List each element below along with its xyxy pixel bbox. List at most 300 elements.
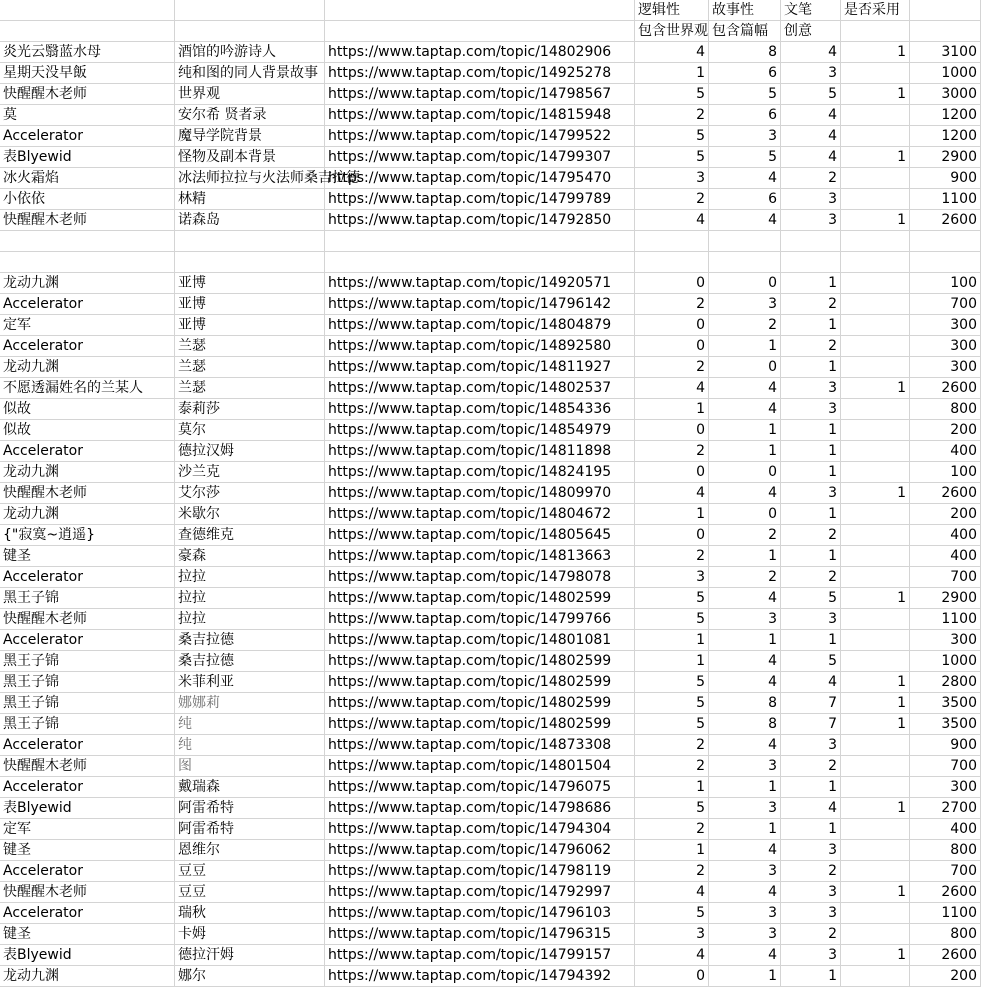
title-cell[interactable]: 恩维尔 (175, 840, 325, 861)
url-cell[interactable]: https://www.taptap.com/topic/14802599 (325, 651, 635, 672)
url-cell[interactable]: https://www.taptap.com/topic/14798686 (325, 798, 635, 819)
url-cell[interactable]: https://www.taptap.com/topic/14854336 (325, 399, 635, 420)
logic-score-cell[interactable]: 1 (635, 504, 709, 525)
story-score-cell[interactable]: 4 (709, 588, 781, 609)
writing-score-cell[interactable]: 7 (781, 714, 841, 735)
points-cell[interactable]: 300 (910, 630, 981, 651)
logic-score-cell[interactable]: 2 (635, 105, 709, 126)
adopted-cell[interactable] (841, 420, 910, 441)
author-cell[interactable]: 龙动九渊 (0, 273, 175, 294)
writing-score-cell[interactable]: 3 (781, 483, 841, 504)
url-cell[interactable]: https://www.taptap.com/topic/14801081 (325, 630, 635, 651)
url-cell[interactable]: https://www.taptap.com/topic/14802599 (325, 588, 635, 609)
points-cell[interactable]: 1000 (910, 651, 981, 672)
story-score-cell[interactable]: 0 (709, 273, 781, 294)
title-cell[interactable]: 阿雷希特 (175, 798, 325, 819)
writing-score-cell[interactable]: 4 (781, 105, 841, 126)
title-cell[interactable]: 纯 (175, 714, 325, 735)
points-cell[interactable]: 1100 (910, 609, 981, 630)
logic-score-cell[interactable]: 2 (635, 546, 709, 567)
adopted-cell[interactable] (841, 441, 910, 462)
title-cell[interactable]: 世界观 (175, 84, 325, 105)
logic-score-cell[interactable]: 0 (635, 273, 709, 294)
author-cell[interactable]: 黑王子锦 (0, 651, 175, 672)
points-cell[interactable]: 200 (910, 966, 981, 987)
url-cell[interactable]: https://www.taptap.com/topic/14792850 (325, 210, 635, 231)
story-score-cell[interactable]: 4 (709, 168, 781, 189)
points-cell[interactable]: 2900 (910, 588, 981, 609)
points-cell[interactable]: 300 (910, 777, 981, 798)
story-score-cell[interactable]: 0 (709, 357, 781, 378)
url-cell[interactable]: https://www.taptap.com/topic/14802599 (325, 672, 635, 693)
logic-score-cell[interactable]: 3 (635, 567, 709, 588)
url-cell[interactable]: https://www.taptap.com/topic/14796075 (325, 777, 635, 798)
writing-score-cell[interactable]: 2 (781, 567, 841, 588)
author-cell[interactable]: 似故 (0, 420, 175, 441)
adopted-cell[interactable] (841, 63, 910, 84)
points-cell[interactable]: 2900 (910, 147, 981, 168)
author-cell[interactable]: 表Blyewid (0, 945, 175, 966)
points-cell[interactable]: 300 (910, 315, 981, 336)
story-score-cell[interactable]: 2 (709, 567, 781, 588)
url-cell[interactable]: https://www.taptap.com/topic/14799766 (325, 609, 635, 630)
author-cell[interactable]: 快醒醒木老师 (0, 756, 175, 777)
url-cell[interactable]: https://www.taptap.com/topic/14802599 (325, 693, 635, 714)
points-cell[interactable]: 2600 (910, 945, 981, 966)
url-cell[interactable]: https://www.taptap.com/topic/14804879 (325, 315, 635, 336)
points-cell[interactable] (910, 231, 981, 252)
adopted-cell[interactable] (841, 105, 910, 126)
logic-score-cell[interactable]: 4 (635, 483, 709, 504)
title-cell[interactable]: 豪森 (175, 546, 325, 567)
writing-score-cell[interactable]: 1 (781, 357, 841, 378)
logic-score-cell[interactable]: 2 (635, 735, 709, 756)
adopted-cell[interactable] (841, 357, 910, 378)
url-cell[interactable]: https://www.taptap.com/topic/14796142 (325, 294, 635, 315)
points-cell[interactable]: 2600 (910, 378, 981, 399)
author-cell[interactable]: 似故 (0, 399, 175, 420)
header-writing[interactable]: 文笔 (781, 0, 841, 21)
author-cell[interactable]: 炎光云翳蓝水母 (0, 42, 175, 63)
header-cell[interactable] (0, 21, 175, 42)
logic-score-cell[interactable]: 1 (635, 63, 709, 84)
author-cell[interactable]: 黑王子锦 (0, 672, 175, 693)
story-score-cell[interactable]: 1 (709, 966, 781, 987)
story-score-cell[interactable]: 3 (709, 609, 781, 630)
points-cell[interactable]: 2600 (910, 210, 981, 231)
title-cell[interactable]: 冰法师拉拉与火法师桑吉拉德 (175, 168, 325, 189)
adopted-cell[interactable] (841, 294, 910, 315)
title-cell[interactable]: 娜娜莉 (175, 693, 325, 714)
author-cell[interactable]: 键圣 (0, 924, 175, 945)
story-score-cell[interactable]: 4 (709, 882, 781, 903)
url-cell[interactable]: https://www.taptap.com/topic/14802537 (325, 378, 635, 399)
writing-score-cell[interactable]: 2 (781, 168, 841, 189)
adopted-cell[interactable]: 1 (841, 483, 910, 504)
url-cell[interactable]: https://www.taptap.com/topic/14805645 (325, 525, 635, 546)
adopted-cell[interactable] (841, 126, 910, 147)
story-score-cell[interactable]: 4 (709, 483, 781, 504)
logic-score-cell[interactable]: 1 (635, 399, 709, 420)
author-cell[interactable]: 表Blyewid (0, 798, 175, 819)
points-cell[interactable]: 3500 (910, 714, 981, 735)
points-cell[interactable]: 200 (910, 420, 981, 441)
author-cell[interactable]: 黑王子锦 (0, 588, 175, 609)
points-cell[interactable]: 400 (910, 819, 981, 840)
logic-score-cell[interactable]: 5 (635, 693, 709, 714)
title-cell[interactable]: 桑吉拉德 (175, 651, 325, 672)
adopted-cell[interactable]: 1 (841, 210, 910, 231)
header-cell[interactable] (910, 0, 981, 21)
adopted-cell[interactable] (841, 630, 910, 651)
points-cell[interactable]: 100 (910, 273, 981, 294)
adopted-cell[interactable]: 1 (841, 798, 910, 819)
writing-score-cell[interactable]: 1 (781, 966, 841, 987)
logic-score-cell[interactable]: 5 (635, 714, 709, 735)
writing-score-cell[interactable]: 3 (781, 609, 841, 630)
story-score-cell[interactable]: 1 (709, 336, 781, 357)
story-score-cell[interactable]: 8 (709, 42, 781, 63)
points-cell[interactable]: 2600 (910, 483, 981, 504)
author-cell[interactable]: Accelerator (0, 567, 175, 588)
author-cell[interactable]: Accelerator (0, 126, 175, 147)
story-score-cell[interactable]: 1 (709, 819, 781, 840)
logic-score-cell[interactable]: 5 (635, 903, 709, 924)
header-story[interactable]: 故事性 (709, 0, 781, 21)
adopted-cell[interactable] (841, 735, 910, 756)
author-cell[interactable]: 龙动九渊 (0, 462, 175, 483)
logic-score-cell[interactable]: 5 (635, 84, 709, 105)
story-score-cell[interactable]: 3 (709, 861, 781, 882)
author-cell[interactable] (0, 231, 175, 252)
adopted-cell[interactable] (841, 861, 910, 882)
writing-score-cell[interactable]: 1 (781, 420, 841, 441)
author-cell[interactable]: 星期天没早飯 (0, 63, 175, 84)
url-cell[interactable]: https://www.taptap.com/topic/14794304 (325, 819, 635, 840)
logic-score-cell[interactable]: 2 (635, 189, 709, 210)
adopted-cell[interactable] (841, 399, 910, 420)
logic-score-cell[interactable]: 0 (635, 336, 709, 357)
writing-score-cell[interactable]: 1 (781, 546, 841, 567)
points-cell[interactable]: 700 (910, 294, 981, 315)
logic-score-cell[interactable]: 2 (635, 441, 709, 462)
header-cell[interactable] (910, 21, 981, 42)
story-score-cell[interactable]: 1 (709, 441, 781, 462)
adopted-cell[interactable] (841, 840, 910, 861)
logic-score-cell[interactable]: 2 (635, 861, 709, 882)
writing-score-cell[interactable]: 3 (781, 903, 841, 924)
writing-score-cell[interactable]: 4 (781, 42, 841, 63)
writing-score-cell[interactable]: 1 (781, 819, 841, 840)
writing-score-cell[interactable]: 7 (781, 693, 841, 714)
logic-score-cell[interactable]: 2 (635, 357, 709, 378)
adopted-cell[interactable] (841, 966, 910, 987)
title-cell[interactable]: 纯 (175, 735, 325, 756)
url-cell[interactable]: https://www.taptap.com/topic/14804672 (325, 504, 635, 525)
story-score-cell[interactable]: 1 (709, 546, 781, 567)
adopted-cell[interactable] (841, 336, 910, 357)
points-cell[interactable]: 2600 (910, 882, 981, 903)
author-cell[interactable]: 黑王子锦 (0, 693, 175, 714)
title-cell[interactable] (175, 252, 325, 273)
author-cell[interactable]: 龙动九渊 (0, 504, 175, 525)
points-cell[interactable]: 3100 (910, 42, 981, 63)
author-cell[interactable]: Accelerator (0, 903, 175, 924)
writing-score-cell[interactable]: 1 (781, 630, 841, 651)
adopted-cell[interactable] (841, 315, 910, 336)
writing-score-cell[interactable]: 3 (781, 399, 841, 420)
header-cell[interactable] (175, 0, 325, 21)
points-cell[interactable]: 2800 (910, 672, 981, 693)
story-score-cell[interactable]: 8 (709, 693, 781, 714)
title-cell[interactable]: 拉拉 (175, 588, 325, 609)
points-cell[interactable]: 700 (910, 756, 981, 777)
url-cell[interactable]: https://www.taptap.com/topic/14799157 (325, 945, 635, 966)
url-cell[interactable]: https://www.taptap.com/topic/14799522 (325, 126, 635, 147)
writing-score-cell[interactable]: 1 (781, 504, 841, 525)
title-cell[interactable]: 米菲利亚 (175, 672, 325, 693)
story-score-cell[interactable]: 6 (709, 105, 781, 126)
logic-score-cell[interactable]: 1 (635, 840, 709, 861)
logic-score-cell[interactable]: 2 (635, 294, 709, 315)
header-length[interactable]: 包含篇幅 (709, 21, 781, 42)
title-cell[interactable]: 林精 (175, 189, 325, 210)
title-cell[interactable]: 兰瑟 (175, 357, 325, 378)
story-score-cell[interactable]: 5 (709, 84, 781, 105)
points-cell[interactable]: 700 (910, 567, 981, 588)
url-cell[interactable] (325, 252, 635, 273)
url-cell[interactable]: https://www.taptap.com/topic/14925278 (325, 63, 635, 84)
adopted-cell[interactable] (841, 567, 910, 588)
url-cell[interactable]: https://www.taptap.com/topic/14873308 (325, 735, 635, 756)
adopted-cell[interactable]: 1 (841, 588, 910, 609)
header-creativity[interactable]: 创意 (781, 21, 841, 42)
header-cell[interactable] (841, 21, 910, 42)
points-cell[interactable]: 400 (910, 525, 981, 546)
title-cell[interactable]: 魔导学院背景 (175, 126, 325, 147)
adopted-cell[interactable] (841, 756, 910, 777)
points-cell[interactable]: 3000 (910, 84, 981, 105)
story-score-cell[interactable]: 3 (709, 798, 781, 819)
adopted-cell[interactable]: 1 (841, 945, 910, 966)
writing-score-cell[interactable]: 5 (781, 588, 841, 609)
logic-score-cell[interactable]: 4 (635, 882, 709, 903)
author-cell[interactable]: 定军 (0, 819, 175, 840)
url-cell[interactable]: https://www.taptap.com/topic/14796103 (325, 903, 635, 924)
author-cell[interactable]: 快醒醒木老师 (0, 210, 175, 231)
points-cell[interactable]: 300 (910, 357, 981, 378)
logic-score-cell[interactable]: 0 (635, 420, 709, 441)
points-cell[interactable]: 1100 (910, 903, 981, 924)
story-score-cell[interactable]: 4 (709, 840, 781, 861)
header-cell[interactable] (325, 0, 635, 21)
author-cell[interactable]: Accelerator (0, 441, 175, 462)
author-cell[interactable]: 不愿透漏姓名的兰某人 (0, 378, 175, 399)
points-cell[interactable]: 800 (910, 399, 981, 420)
logic-score-cell[interactable]: 3 (635, 168, 709, 189)
story-score-cell[interactable]: 4 (709, 378, 781, 399)
header-cell[interactable] (0, 0, 175, 21)
points-cell[interactable]: 800 (910, 924, 981, 945)
title-cell[interactable]: 怪物及副本背景 (175, 147, 325, 168)
story-score-cell[interactable]: 8 (709, 714, 781, 735)
story-score-cell[interactable]: 2 (709, 315, 781, 336)
story-score-cell[interactable]: 0 (709, 462, 781, 483)
story-score-cell[interactable]: 5 (709, 147, 781, 168)
author-cell[interactable]: 龙动九渊 (0, 357, 175, 378)
title-cell[interactable]: 拉拉 (175, 609, 325, 630)
url-cell[interactable]: https://www.taptap.com/topic/14811898 (325, 441, 635, 462)
title-cell[interactable]: 兰瑟 (175, 336, 325, 357)
adopted-cell[interactable] (841, 525, 910, 546)
adopted-cell[interactable]: 1 (841, 378, 910, 399)
url-cell[interactable]: https://www.taptap.com/topic/14795470 (325, 168, 635, 189)
author-cell[interactable]: Accelerator (0, 735, 175, 756)
writing-score-cell[interactable] (781, 252, 841, 273)
writing-score-cell[interactable]: 3 (781, 378, 841, 399)
logic-score-cell[interactable]: 5 (635, 609, 709, 630)
story-score-cell[interactable]: 3 (709, 294, 781, 315)
logic-score-cell[interactable]: 1 (635, 651, 709, 672)
author-cell[interactable]: 黑王子锦 (0, 714, 175, 735)
logic-score-cell[interactable]: 5 (635, 147, 709, 168)
logic-score-cell[interactable]: 3 (635, 924, 709, 945)
adopted-cell[interactable] (841, 903, 910, 924)
points-cell[interactable]: 200 (910, 504, 981, 525)
points-cell[interactable]: 800 (910, 840, 981, 861)
adopted-cell[interactable]: 1 (841, 714, 910, 735)
url-cell[interactable]: https://www.taptap.com/topic/14892580 (325, 336, 635, 357)
adopted-cell[interactable] (841, 546, 910, 567)
points-cell[interactable]: 2700 (910, 798, 981, 819)
story-score-cell[interactable]: 3 (709, 126, 781, 147)
logic-score-cell[interactable]: 5 (635, 588, 709, 609)
story-score-cell[interactable]: 6 (709, 189, 781, 210)
author-cell[interactable]: 龙动九渊 (0, 966, 175, 987)
writing-score-cell[interactable]: 1 (781, 441, 841, 462)
url-cell[interactable]: https://www.taptap.com/topic/14824195 (325, 462, 635, 483)
writing-score-cell[interactable]: 1 (781, 777, 841, 798)
writing-score-cell[interactable]: 1 (781, 273, 841, 294)
title-cell[interactable]: 德拉汉姆 (175, 441, 325, 462)
logic-score-cell[interactable] (635, 231, 709, 252)
author-cell[interactable] (0, 252, 175, 273)
logic-score-cell[interactable]: 0 (635, 525, 709, 546)
adopted-cell[interactable]: 1 (841, 147, 910, 168)
header-cell[interactable] (325, 21, 635, 42)
url-cell[interactable] (325, 231, 635, 252)
adopted-cell[interactable] (841, 189, 910, 210)
adopted-cell[interactable]: 1 (841, 882, 910, 903)
title-cell[interactable]: 豆豆 (175, 882, 325, 903)
logic-score-cell[interactable]: 5 (635, 798, 709, 819)
story-score-cell[interactable]: 4 (709, 399, 781, 420)
adopted-cell[interactable] (841, 504, 910, 525)
story-score-cell[interactable]: 4 (709, 735, 781, 756)
logic-score-cell[interactable]: 2 (635, 756, 709, 777)
writing-score-cell[interactable]: 3 (781, 189, 841, 210)
story-score-cell[interactable] (709, 252, 781, 273)
logic-score-cell[interactable]: 4 (635, 945, 709, 966)
points-cell[interactable]: 1200 (910, 105, 981, 126)
adopted-cell[interactable]: 1 (841, 84, 910, 105)
title-cell[interactable]: 桑吉拉德 (175, 630, 325, 651)
story-score-cell[interactable]: 1 (709, 777, 781, 798)
author-cell[interactable]: 快醒醒木老师 (0, 483, 175, 504)
adopted-cell[interactable] (841, 462, 910, 483)
url-cell[interactable]: https://www.taptap.com/topic/14798567 (325, 84, 635, 105)
writing-score-cell[interactable]: 5 (781, 651, 841, 672)
title-cell[interactable] (175, 231, 325, 252)
logic-score-cell[interactable]: 0 (635, 462, 709, 483)
url-cell[interactable]: https://www.taptap.com/topic/14815948 (325, 105, 635, 126)
title-cell[interactable]: 拉拉 (175, 567, 325, 588)
writing-score-cell[interactable]: 2 (781, 924, 841, 945)
adopted-cell[interactable]: 1 (841, 672, 910, 693)
header-worldview[interactable]: 包含世界观 (635, 21, 709, 42)
author-cell[interactable]: {"寂寞~逍遥} (0, 525, 175, 546)
url-cell[interactable]: https://www.taptap.com/topic/14794392 (325, 966, 635, 987)
writing-score-cell[interactable]: 3 (781, 63, 841, 84)
author-cell[interactable]: 键圣 (0, 546, 175, 567)
logic-score-cell[interactable]: 4 (635, 210, 709, 231)
points-cell[interactable]: 300 (910, 336, 981, 357)
story-score-cell[interactable]: 6 (709, 63, 781, 84)
title-cell[interactable]: 瑞秋 (175, 903, 325, 924)
title-cell[interactable]: 查德维克 (175, 525, 325, 546)
author-cell[interactable]: 快醒醒木老师 (0, 882, 175, 903)
story-score-cell[interactable]: 1 (709, 420, 781, 441)
url-cell[interactable]: https://www.taptap.com/topic/14798119 (325, 861, 635, 882)
logic-score-cell[interactable]: 0 (635, 966, 709, 987)
story-score-cell[interactable]: 2 (709, 525, 781, 546)
title-cell[interactable]: 沙兰克 (175, 462, 325, 483)
author-cell[interactable]: 键圣 (0, 840, 175, 861)
writing-score-cell[interactable]: 1 (781, 315, 841, 336)
logic-score-cell[interactable]: 2 (635, 819, 709, 840)
author-cell[interactable]: 定军 (0, 315, 175, 336)
points-cell[interactable] (910, 252, 981, 273)
adopted-cell[interactable] (841, 252, 910, 273)
story-score-cell[interactable] (709, 231, 781, 252)
points-cell[interactable]: 1100 (910, 189, 981, 210)
author-cell[interactable]: 冰火霜焰 (0, 168, 175, 189)
author-cell[interactable]: 莫 (0, 105, 175, 126)
adopted-cell[interactable] (841, 651, 910, 672)
title-cell[interactable]: 德拉汗姆 (175, 945, 325, 966)
url-cell[interactable]: https://www.taptap.com/topic/14799789 (325, 189, 635, 210)
writing-score-cell[interactable]: 2 (781, 336, 841, 357)
story-score-cell[interactable]: 4 (709, 945, 781, 966)
writing-score-cell[interactable]: 1 (781, 462, 841, 483)
story-score-cell[interactable]: 4 (709, 651, 781, 672)
points-cell[interactable]: 400 (910, 546, 981, 567)
writing-score-cell[interactable]: 3 (781, 945, 841, 966)
title-cell[interactable]: 戴瑞森 (175, 777, 325, 798)
story-score-cell[interactable]: 1 (709, 630, 781, 651)
title-cell[interactable]: 诺森岛 (175, 210, 325, 231)
writing-score-cell[interactable] (781, 231, 841, 252)
title-cell[interactable]: 亚博 (175, 315, 325, 336)
adopted-cell[interactable]: 1 (841, 693, 910, 714)
points-cell[interactable]: 900 (910, 168, 981, 189)
title-cell[interactable]: 兰瑟 (175, 378, 325, 399)
title-cell[interactable]: 纯和图的同人背景故事 (175, 63, 325, 84)
logic-score-cell[interactable]: 0 (635, 315, 709, 336)
url-cell[interactable]: https://www.taptap.com/topic/14920571 (325, 273, 635, 294)
url-cell[interactable]: https://www.taptap.com/topic/14792997 (325, 882, 635, 903)
logic-score-cell[interactable]: 1 (635, 777, 709, 798)
